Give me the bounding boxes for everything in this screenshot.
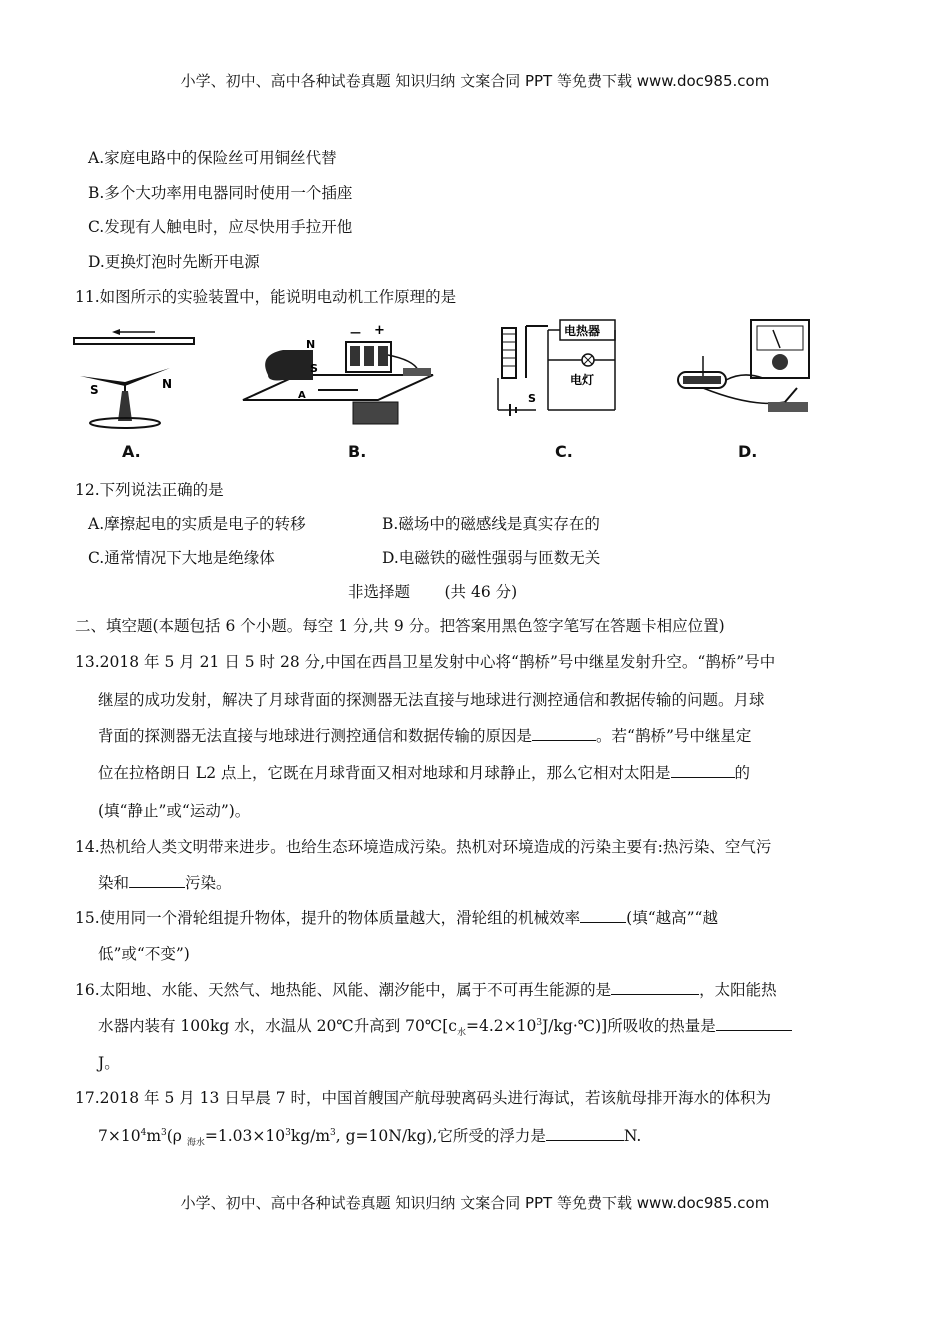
fig-c-s: S [528,392,536,405]
fig-b-plus: + [374,323,385,338]
fig-c-heater: 电热器 [564,324,601,338]
q13-line2: 继屋的成功发射，解决了月球背面的探测器无法直接与地球进行测控通信和教据传输的问题。月球 [98,691,765,709]
figure-c-relay-circuit [488,316,623,416]
q13-line3: 背面的探测器无法直接与地球进行测控通信和数据传输的原因是 。若“鹊桥”号中继星定 [98,727,752,745]
q12-stem: 12.下列说法正确的是 [75,481,224,499]
q13-line1: 13.2018 年 5 月 21 日 5 时 28 分,中国在西昌卫星发射中心将“鹊桥”号中继星发射升空。“鹊桥”号中 [75,653,776,671]
fig-b-a: A [298,390,306,401]
q15-line2: 低”或“不变”) [98,945,190,963]
fig-label-c: C. [555,442,573,461]
q16-line1: 16.太阳地、水能、天然气、地热能、风能、潮汐能中，属于不可再生能源的是 ，太阳能热 [75,981,777,999]
q13-line4: 位在拉格朗日 L2 点上，它既在月球背面又相对地球和月球静止，那么它相对太阳是 的 [98,764,751,782]
q17-line2: $7\times 10^4m^3(\rho$ $_{海水}=1.03\times 10^3kg/m^3$, g=10N/kg),它所受的浮力是 N. [98,1127,642,1149]
page-footer: 小学、初中、高中各种试卷真题 知识归纳 文案合同 PPT 等免费下载 www.doc985.com [180,1194,770,1212]
q12-option-c: C.通常情况下大地是绝缘体 [88,549,275,567]
q14-line2: 染和 污染。 [98,874,232,892]
answer-blank [716,1029,792,1031]
q13-line5: (填“静止”或“运动”)。 [98,802,251,820]
fig-label-d: D. [738,442,758,461]
answer-blank [129,886,185,888]
page-header: 小学、初中、高中各种试卷真题 知识归纳 文案合同 PPT 等免费下载 www.doc985.com [180,72,770,90]
fig-label-a: A. [122,442,141,461]
fig-b-n: N [306,338,316,351]
fig-b-minus: — [350,326,361,339]
figure-d-galvanometer-setup [673,316,823,421]
figure-a-compass-over-wire [70,326,200,436]
q15-line1: 15.使用同一个滑轮组提升物体，提升的物体质量越大，滑轮组的机械效率 (填“越高”“越 [75,909,718,927]
q17-line1: 17.2018 年 5 月 13 日早晨 7 时，中国首艘国产航母驶离码头进行海试，若该航母排开海水的体积为 [75,1089,772,1107]
q10-option-a: A.家庭电路中的保险丝可用铜丝代替 [88,149,337,167]
fig-label-b: B. [348,442,367,461]
fig-b-s: S [310,362,318,375]
q10-option-d: D.更换灯泡时先断开电源 [88,253,260,271]
figure-b-motor-apparatus [238,320,448,435]
q11-stem: 11.如图所示的实验装置中，能说明电动机工作原理的是 [75,288,457,306]
q12-option-b: B.磁场中的磁感线是真实存在的 [382,515,600,533]
answer-blank [671,776,735,778]
answer-blank [580,921,626,923]
answer-blank [611,993,699,995]
answer-blank [546,1139,624,1141]
q12-option-d: D.电磁铁的磁性强弱与匝数无关 [382,549,601,567]
section-nonchoice: 非选择题 (共 46 分) [348,583,518,601]
q12-option-a: A.摩擦起电的实质是电子的转移 [88,515,306,533]
q10-option-b: B.多个大功率用电器同时使用一个插座 [88,184,353,202]
fig-a-s: S [90,383,99,397]
q14-line1: 14.热机给人类文明带来进步。也给生态环境造成污染。热机对环境造成的污染主要有:热污染、空气污 [75,838,772,856]
q10-option-c: C.发现有人触电时，应尽快用手拉开他 [88,218,353,236]
answer-blank [532,739,596,741]
q16-line3: J。 [98,1054,120,1072]
q16-line2: 水器内装有 100kg 水，水温从 20℃升高到 $70℃[c_水=4.2\times 10^3J/kg\cdot℃)$]所吸收的热量是 [98,1014,792,1038]
fig-c-lamp: 电灯 [570,373,595,387]
section-fill-in: 二、填空题(本题包括 6 个小题。每空 1 分,共 9 分。把答案用黑色签字笔写在答题卡相应位置) [75,617,725,635]
fig-a-n: N [162,377,173,391]
